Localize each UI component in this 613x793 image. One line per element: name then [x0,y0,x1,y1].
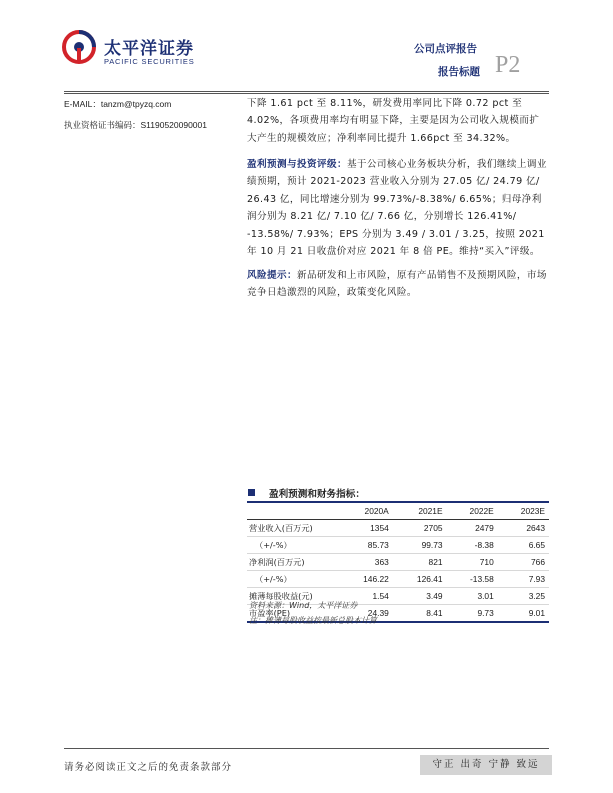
header-divider-secondary [64,93,549,94]
table-cell: 146.22 [339,571,393,588]
table-row [247,554,549,571]
table-row [247,537,549,554]
report-title: 报告标题 [438,66,480,78]
table-cell: 6.65 [498,537,549,554]
table-cell: 126.41 [393,571,447,588]
paragraph-risk [247,267,549,302]
square-bullet-icon [248,489,255,496]
row-label: 净利润(百万元) [247,554,339,571]
table-header-row [247,502,549,520]
logo-chinese-name: 太平洋证券 [104,39,194,59]
table-cell: 24.39 [339,605,393,623]
footer-disclaimer: 请务必阅读正文之后的免责条款部分 [64,762,233,773]
table-row [247,571,549,588]
analyst-license: 执业资格证书编码：S1190520090001 [64,120,207,130]
forecast-text: 基于公司核心业务板块分析，我们继续上调业绩预期，预计 2021-2023 营业收入分别为 27.05 亿/ 24.79 亿/ 26.43 亿，同比增速分别为 99.73%/-8.38%/ 6.65%；归母净利润分别为 8.21 亿/ 7.10 亿/ 7.66 亿，分别增长 126.41%/ -13.58%/ 7.93%；EPS 分别为 3.49 / 3.01 / 3.25，按照 2021 年 10 月 21 日收盘价对应 2021 年 8 倍 PE。维持“买入”评级。 [247,159,547,258]
table-cell: 3.49 [393,588,447,605]
table-cell: 2479 [447,520,498,537]
row-label: （+/-%） [247,537,339,554]
table-cell: 3.25 [498,588,549,605]
table-header-cell [247,502,339,520]
table-cell: 9.73 [447,605,498,623]
table-cell: 99.73 [393,537,447,554]
footer-motto: 守正 出奇 宁静 致远 [420,755,552,775]
table-cell: 2643 [498,520,549,537]
table-cell: 821 [393,554,447,571]
risk-text: 新品研发和上市风险，原有产品销售不及预期风险，市场竞争日趋激烈的风险，政策变化风险。 [247,270,547,299]
table-title: 盈利预测和财务指标： [269,489,365,500]
logo-english-name: PACIFIC SECURITIES [104,57,195,66]
table-header-cell: 2021E [393,502,447,520]
report-type: 公司点评报告 [414,43,477,55]
table-cell: 3.01 [447,588,498,605]
table-cell: 766 [498,554,549,571]
forecast-heading: 盈利预测与投资评级： [247,159,347,170]
table-cell: 2705 [393,520,447,537]
footer-divider [64,748,549,749]
row-label: 摊薄每股收益(元) [247,588,339,605]
table-source: 资料来源：Wind，太平洋证券 [249,601,358,610]
company-logo-icon [62,28,96,66]
table-cell: 8.41 [393,605,447,623]
table-row [247,520,549,537]
table-cell: 1.54 [339,588,393,605]
table-note: 注：摊薄每股收益按最新总股本计算 [249,616,377,625]
risk-heading: 风险提示： [247,270,297,281]
table-cell: -8.38 [447,537,498,554]
row-label: 营业收入(百万元) [247,520,339,537]
paragraph-forecast [247,156,549,260]
table-header-cell: 2022E [447,502,498,520]
table-cell: 85.73 [339,537,393,554]
table-cell: 710 [447,554,498,571]
table-header-cell: 2023E [498,502,549,520]
row-label: 市盈率(PE) [247,605,339,623]
analyst-email: E-MAIL：tanzm@tpyzq.com [64,99,172,109]
table-cell: 363 [339,554,393,571]
table-cell: -13.58 [447,571,498,588]
table-cell: 7.93 [498,571,549,588]
page-number: P2 [495,52,521,78]
paragraph-expense-summary: 下降 1.61 pct 至 8.11%，研发费用率同比下降 0.72 pct 至 4.02%，各项费用率均有明显下降，主要是因为公司收入规模而扩大产生的规模效应；净利率同比提升 1.66pct 至 34.32%。 [247,98,540,144]
table-header-cell: 2020A [339,502,393,520]
header-divider [64,91,549,92]
row-label: （+/-%） [247,571,339,588]
table-cell: 9.01 [498,605,549,623]
table-cell: 1354 [339,520,393,537]
